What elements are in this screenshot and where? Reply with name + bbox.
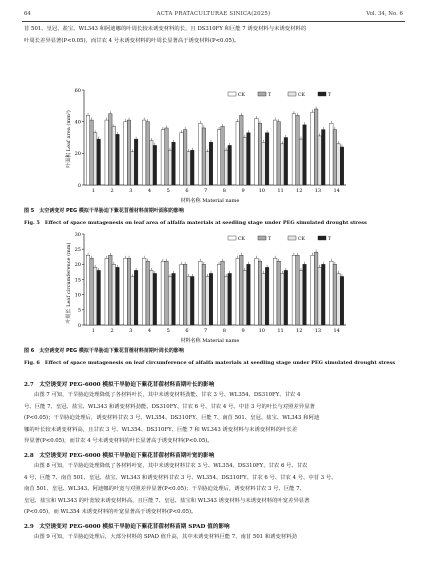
bar-T-10 (258, 123, 262, 185)
bar-T-3 (134, 139, 138, 185)
x-tick-label: 5 (166, 328, 170, 334)
bar-CK-9 (236, 258, 240, 325)
figure-6-leaf-circumference-chart (62, 228, 352, 346)
y-tick-label: 0 (77, 182, 81, 189)
bar-CK-3 (131, 276, 135, 325)
bar-CK-1 (86, 255, 90, 325)
bar-T-4 (153, 145, 157, 185)
bar-CK-6 (187, 276, 191, 325)
legend-swatch (228, 92, 236, 96)
x-axis-label: 材料名称 Material name (180, 198, 240, 204)
bar-T-5 (172, 273, 176, 325)
bar-CK-8 (224, 276, 228, 325)
bar-CK-3 (124, 258, 128, 325)
bar-CK-6 (187, 152, 191, 185)
bar-CK-14 (330, 123, 334, 185)
section-2-7-body (24, 390, 404, 448)
figure-5-caption-en: Fig. 5 Effect of space mutagenesis on leaf area of alfalfa materials at seedling stage under PEG simulated drought stress (24, 220, 367, 226)
bar-T-5 (165, 261, 169, 325)
legend-label: CK (238, 237, 245, 242)
x-tick-label: 4 (147, 188, 152, 194)
bar-T-10 (258, 261, 262, 325)
bar-T-13 (321, 264, 325, 325)
bar-T-5 (165, 128, 169, 185)
text-line: 4 号、巨能 7、南苜 501、皇冠、盐宝、WL343 和诱变材料甘农 3 号、WL354、DS310FY、甘农 6 号、甘农 4 号、中苜 3 号、 (24, 474, 337, 481)
bar-CK-1 (86, 115, 90, 185)
bar-CK-4 (142, 258, 146, 325)
volume-info: Vol. 34, No. 6 (366, 11, 403, 17)
text-line: 由图 9 可知，干旱胁迫处理后，大部分材料的 SPAD 值升高，其中未诱变材料巨能 7、南苜 501 和诱变材料劲 (34, 534, 297, 540)
bar-T-13 (321, 130, 325, 185)
y-tick-label: 20 (74, 262, 81, 269)
bar-CK-9 (243, 270, 247, 325)
bar-T-10 (265, 267, 269, 325)
figure-5-leaf-area-chart (62, 84, 352, 206)
bar-T-6 (183, 130, 187, 185)
text-line: 皇冠、盐宝和 WL343 的叶宽较未诱变材料高，且巨能 7、皇冠、盐宝和 WL343 诱变材料与未诱变材料的叶宽差异显著 (24, 497, 310, 504)
text-line: 由图 8 可知，干旱胁迫处理降低了各材料叶宽，其中未诱变材料甘农 3 号、WL354、DS310FY、甘农 6 号、甘农 (34, 463, 308, 469)
bar-CK-8 (217, 264, 221, 325)
bar-CK-13 (318, 136, 322, 185)
bar-CK-11 (281, 144, 285, 185)
text-line: 苜 501、皇冠、盐宝、WL343 和阿迪娜的叶周长较未诱变材料的长，且 DS310FY 和巨能 7 诱变材料与未诱变材料的 (24, 26, 307, 32)
bar-CK-4 (150, 141, 154, 185)
x-tick-label: 1 (91, 188, 95, 194)
bar-T-3 (134, 270, 138, 325)
legend-label: T (328, 237, 332, 242)
bar-T-11 (284, 270, 288, 325)
text-line: 娜的叶长较未诱变材料高，且甘农 3 号、WL354、DS310FY、巨能 7 和 WL343 诱变材料与未诱变材料的叶长差 (24, 426, 298, 433)
x-tick-label: 4 (147, 328, 152, 334)
x-tick-label: 2 (110, 188, 114, 194)
x-axis-label: 材料名称 Material name (180, 338, 240, 344)
journal-title: ACTA PRATACULTURAE SINICA(2025) (156, 11, 271, 17)
bar-T-11 (277, 122, 281, 185)
bar-T-9 (240, 115, 244, 185)
x-tick-label: 6 (185, 328, 189, 334)
bar-CK-6 (180, 264, 184, 325)
x-tick-label: 9 (241, 328, 245, 334)
legend-swatch (258, 236, 266, 240)
text-line: 异显著(P<0.05)，而甘农 4 号未诱变材料的叶长显著高于诱变材料(P<0.05)。 (24, 438, 213, 445)
x-tick-label: 3 (129, 328, 133, 334)
y-tick-label: 15 (74, 277, 81, 284)
bar-CK-10 (255, 258, 259, 325)
section-2-9-heading: 2.9 太空诱变对 PEG-6000 模拟干旱胁迫下紫花苜蓿材料苗期 SPAD 值的影响 (24, 524, 230, 530)
bar-T-12 (296, 255, 300, 325)
x-tick-label: 13 (314, 328, 322, 334)
bar-T-8 (228, 145, 232, 185)
bar-T-2 (116, 267, 120, 325)
bar-T-10 (265, 133, 269, 185)
bar-T-13 (314, 252, 318, 325)
x-tick-label: 11 (277, 328, 284, 334)
bar-CK-10 (262, 142, 266, 185)
x-tick-label: 7 (204, 328, 208, 334)
text-line: 由图 7 可知，干旱胁迫处理降低了各材料叶长，其中未诱变材料劲能、甘农 3 号、WL354、DS310FY、甘农 4 (34, 392, 301, 398)
bar-T-6 (190, 150, 194, 185)
bar-CK-12 (292, 114, 296, 185)
bar-T-14 (333, 264, 337, 325)
bar-T-9 (247, 264, 251, 325)
bar-T-11 (284, 138, 288, 186)
bar-CK-1 (93, 133, 97, 185)
legend-label: T (328, 93, 332, 98)
bar-T-1 (97, 139, 101, 185)
text-line: 号、巨能 7、皇冠、盐宝、WL343 和诱变材料劲能、DS310FY、甘农 6 号、甘农 4 号、中苜 3 号的叶长与对照差异显著 (24, 403, 315, 410)
bar-CK-12 (299, 270, 303, 325)
y-tick-label: 0 (77, 322, 81, 329)
bar-T-2 (109, 255, 113, 325)
y-axis-label: 叶周长 Leaf circumference (mm) (66, 242, 72, 324)
y-tick-label: 30 (74, 231, 81, 238)
bar-T-14 (340, 276, 344, 325)
bar-T-4 (146, 261, 150, 325)
bar-T-3 (127, 258, 131, 325)
bar-T-7 (202, 264, 206, 325)
bar-T-2 (109, 114, 113, 185)
text-line: 叶周长差异显著(P<0.05)，而甘农 4 号未诱变材料的叶周长显著高于诱变材料(P<0.05)。 (24, 37, 240, 44)
y-tick-label: 40 (74, 119, 81, 126)
x-tick-label: 3 (129, 188, 133, 194)
legend-label: CK (298, 93, 305, 98)
y-tick-label: 5 (77, 307, 81, 314)
bar-CK-4 (150, 270, 154, 325)
x-tick-label: 12 (296, 328, 303, 334)
bar-CK-8 (224, 150, 228, 185)
x-tick-label: 14 (333, 188, 340, 194)
bar-T-7 (209, 273, 213, 325)
x-tick-label: 8 (222, 328, 226, 334)
bar-T-7 (209, 142, 213, 185)
bar-CK-14 (337, 144, 341, 185)
bar-CK-5 (168, 276, 172, 325)
x-tick-label: 8 (222, 188, 226, 194)
bar-T-6 (190, 276, 194, 325)
bar-CK-7 (206, 152, 210, 185)
x-tick-label: 2 (110, 328, 114, 334)
bar-T-9 (240, 255, 244, 325)
legend-swatch (318, 236, 326, 240)
header-rule (22, 21, 405, 22)
bar-CK-7 (199, 261, 203, 325)
section-2-8-heading: 2.8 太空诱变对 PEG-6000 模拟干旱胁迫下紫花苜蓿材料苗期叶宽的影响 (24, 453, 215, 459)
bar-T-12 (303, 264, 307, 325)
y-tick-label: 25 (74, 246, 81, 253)
bar-T-12 (296, 115, 300, 185)
page-number: 64 (24, 11, 31, 17)
bar-CK-7 (206, 276, 210, 325)
y-axis-label: 叶面积 Leaf area (mm²) (66, 110, 72, 168)
bar-T-11 (277, 261, 281, 325)
x-tick-label: 10 (258, 188, 265, 194)
x-tick-label: 7 (204, 188, 208, 194)
x-tick-label: 5 (166, 188, 170, 194)
y-tick-label: 20 (74, 151, 81, 158)
bar-T-12 (303, 125, 307, 185)
legend-label: T (268, 237, 272, 242)
bar-CK-7 (199, 123, 203, 185)
intro-paragraph (24, 24, 404, 47)
x-tick-label: 10 (258, 328, 265, 334)
legend-swatch (318, 92, 326, 96)
x-tick-label: 9 (241, 188, 245, 194)
bar-CK-10 (262, 273, 266, 325)
legend-swatch (288, 236, 296, 240)
bar-T-9 (247, 133, 251, 185)
bar-CK-12 (299, 139, 303, 185)
bar-CK-11 (273, 258, 277, 325)
bar-CK-14 (330, 261, 334, 325)
bar-T-6 (183, 264, 187, 325)
bar-CK-5 (168, 150, 172, 185)
bar-T-4 (146, 122, 150, 185)
bar-T-13 (314, 109, 318, 185)
legend-label: CK (238, 93, 245, 98)
bar-T-7 (202, 128, 206, 185)
bar-CK-4 (142, 120, 146, 185)
bar-T-5 (172, 142, 176, 185)
section-2-7-heading: 2.7 太空诱变对 PEG-6000 模拟干旱胁迫下紫花苜蓿材料苗期叶长的影响 (24, 382, 215, 388)
bar-CK-10 (255, 119, 259, 186)
figure-5-caption-cn: 图 5 太空诱变对 PEG 模拟干旱胁迫下紫花苜蓿材料苗期叶面积的影响 (24, 208, 184, 214)
x-tick-label: 11 (277, 188, 284, 194)
bar-CK-2 (105, 120, 109, 185)
bar-T-14 (340, 147, 344, 185)
bar-CK-13 (318, 267, 322, 325)
bar-T-2 (116, 134, 120, 185)
bar-CK-6 (180, 133, 184, 185)
bar-T-3 (127, 120, 131, 185)
bar-CK-13 (311, 112, 315, 185)
x-tick-label: 14 (333, 328, 340, 334)
bar-CK-3 (131, 152, 135, 185)
bar-T-8 (221, 261, 225, 325)
bar-CK-2 (112, 264, 116, 325)
y-tick-label: 60 (74, 87, 81, 94)
figure-6-caption-en: Fig. 6 Effect of space mutagenesis on leaf circumference of alfalfa materials at seedling stage under PEG simulated drought stress (24, 360, 396, 366)
bar-CK-9 (243, 138, 247, 186)
bar-CK-8 (217, 130, 221, 185)
x-tick-label: 13 (314, 188, 322, 194)
text-line: (P<0.05)；干旱胁迫处理后，诱变材料甘农 3 号、WL354、DS310FY、巨能 7、南苜 501、皇冠、盐宝、WL343 和阿迪 (24, 415, 320, 422)
legend-label: CK (298, 237, 305, 242)
bar-CK-5 (161, 130, 165, 185)
bar-CK-3 (124, 122, 128, 185)
bar-CK-12 (292, 255, 296, 325)
x-tick-label: 1 (91, 328, 95, 334)
bar-CK-1 (93, 267, 97, 325)
legend-swatch (228, 236, 236, 240)
bar-T-1 (90, 258, 94, 325)
bar-T-4 (153, 273, 157, 325)
bar-CK-9 (236, 122, 240, 185)
legend-label: T (268, 93, 272, 98)
bar-CK-13 (311, 255, 315, 325)
bar-T-1 (90, 120, 94, 185)
bar-T-8 (221, 126, 225, 185)
bar-CK-14 (337, 273, 341, 325)
bar-T-1 (97, 270, 101, 325)
y-tick-label: 10 (74, 292, 81, 299)
x-tick-label: 6 (185, 188, 189, 194)
bar-CK-2 (112, 126, 116, 185)
bar-T-14 (333, 130, 337, 185)
figure-6-caption-cn: 图 6 太空诱变对 PEG 模拟干旱胁迫下紫花苜蓿材料苗期叶周长的影响 (24, 348, 184, 354)
legend-swatch (288, 92, 296, 96)
legend-swatch (258, 92, 266, 96)
bar-CK-11 (273, 120, 277, 185)
bar-CK-2 (105, 258, 109, 325)
bar-CK-5 (161, 261, 165, 325)
section-2-9-body (24, 532, 404, 544)
x-tick-label: 12 (296, 188, 303, 194)
bar-T-8 (228, 273, 232, 325)
section-2-8-body (24, 461, 404, 519)
text-line: 南苜 501、皇冠、WL343、阿迪娜的叶宽与对照差异显著(P<0.05)；干旱胁迫处理后，诱变材料甘农 3 号、巨能 7、 (24, 486, 305, 493)
text-line: (P<0.05)，而 WL354 未诱变材料的叶宽显著高于诱变材料(P<0.05)。 (24, 509, 197, 516)
bar-CK-11 (281, 273, 285, 325)
